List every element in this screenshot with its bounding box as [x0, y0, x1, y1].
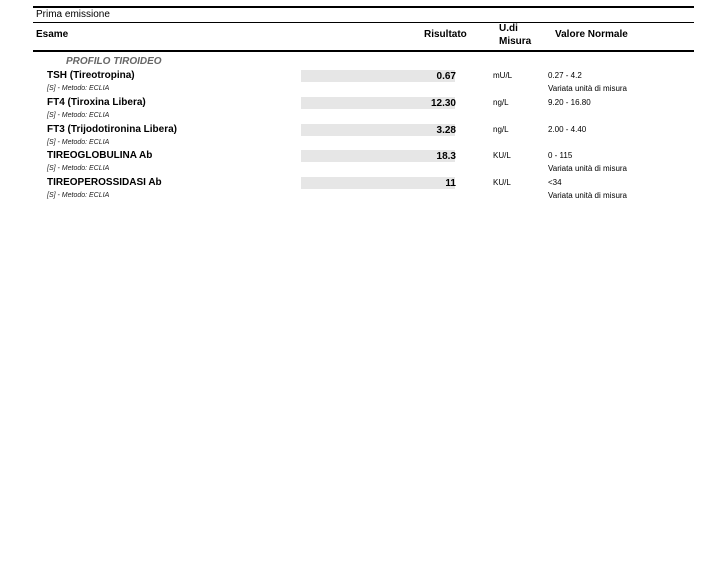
exam-name: FT4 (Tiroxina Libera): [47, 97, 146, 108]
top-rule: [33, 6, 694, 8]
header-top-rule: [33, 22, 694, 23]
normal-range-note: Variata unità di misura: [548, 84, 627, 93]
result-highlight: [301, 150, 455, 162]
result-value: 11: [445, 178, 456, 189]
section-title: PROFILO TIROIDEO: [66, 56, 162, 67]
exam-name: FT3 (Trijodotironina Libera): [47, 124, 177, 135]
header-bottom-rule: [33, 50, 694, 52]
column-header-unit-line2: Misura: [499, 36, 532, 47]
column-header-exam: Esame: [36, 29, 69, 40]
normal-range-note: Variata unità di misura: [548, 164, 627, 173]
emission-label: Prima emissione: [36, 9, 110, 20]
result-highlight: [301, 124, 455, 136]
unit-value: ng/L: [493, 98, 509, 107]
normal-range-value: <34: [548, 178, 562, 187]
exam-method: [S] - Metodo: ECLIA: [47, 139, 110, 146]
column-header-normal-range: Valore Normale: [555, 29, 628, 40]
exam-method: [S] - Metodo: ECLIA: [47, 85, 110, 92]
table-row: [0, 149, 720, 175]
exam-method: [S] - Metodo: ECLIA: [47, 112, 110, 119]
result-value: 3.28: [436, 125, 456, 136]
normal-range-value: 0.27 - 4.2: [548, 71, 582, 80]
exam-name: TIREOGLOBULINA Ab: [47, 150, 153, 161]
normal-range-value: 9.20 - 16.80: [548, 98, 591, 107]
unit-value: mU/L: [493, 71, 513, 80]
table-row: [0, 123, 720, 149]
result-value: 12.30: [430, 98, 456, 109]
normal-range-value: 0 - 115: [548, 151, 573, 160]
normal-range-value: 2.00 - 4.40: [548, 125, 587, 134]
exam-method: [S] - Metodo: ECLIA: [47, 165, 110, 172]
unit-value: KU/L: [493, 178, 511, 187]
table-row: [0, 176, 720, 202]
table-row: [0, 96, 720, 122]
result-highlight: [301, 70, 455, 82]
result-value: 0.67: [436, 71, 456, 82]
column-header-unit-line1: U.di: [499, 23, 518, 34]
exam-name: TSH (Tireotropina): [47, 70, 135, 81]
exam-method: [S] - Metodo: ECLIA: [47, 192, 110, 199]
unit-value: KU/L: [493, 151, 511, 160]
column-header-result: Risultato: [424, 29, 467, 40]
table-row: [0, 69, 720, 95]
result-value: 18.3: [436, 151, 456, 162]
result-highlight: [301, 177, 455, 189]
exam-name: TIREOPEROSSIDASI Ab: [47, 177, 162, 188]
normal-range-note: Variata unità di misura: [548, 191, 627, 200]
unit-value: ng/L: [493, 125, 509, 134]
